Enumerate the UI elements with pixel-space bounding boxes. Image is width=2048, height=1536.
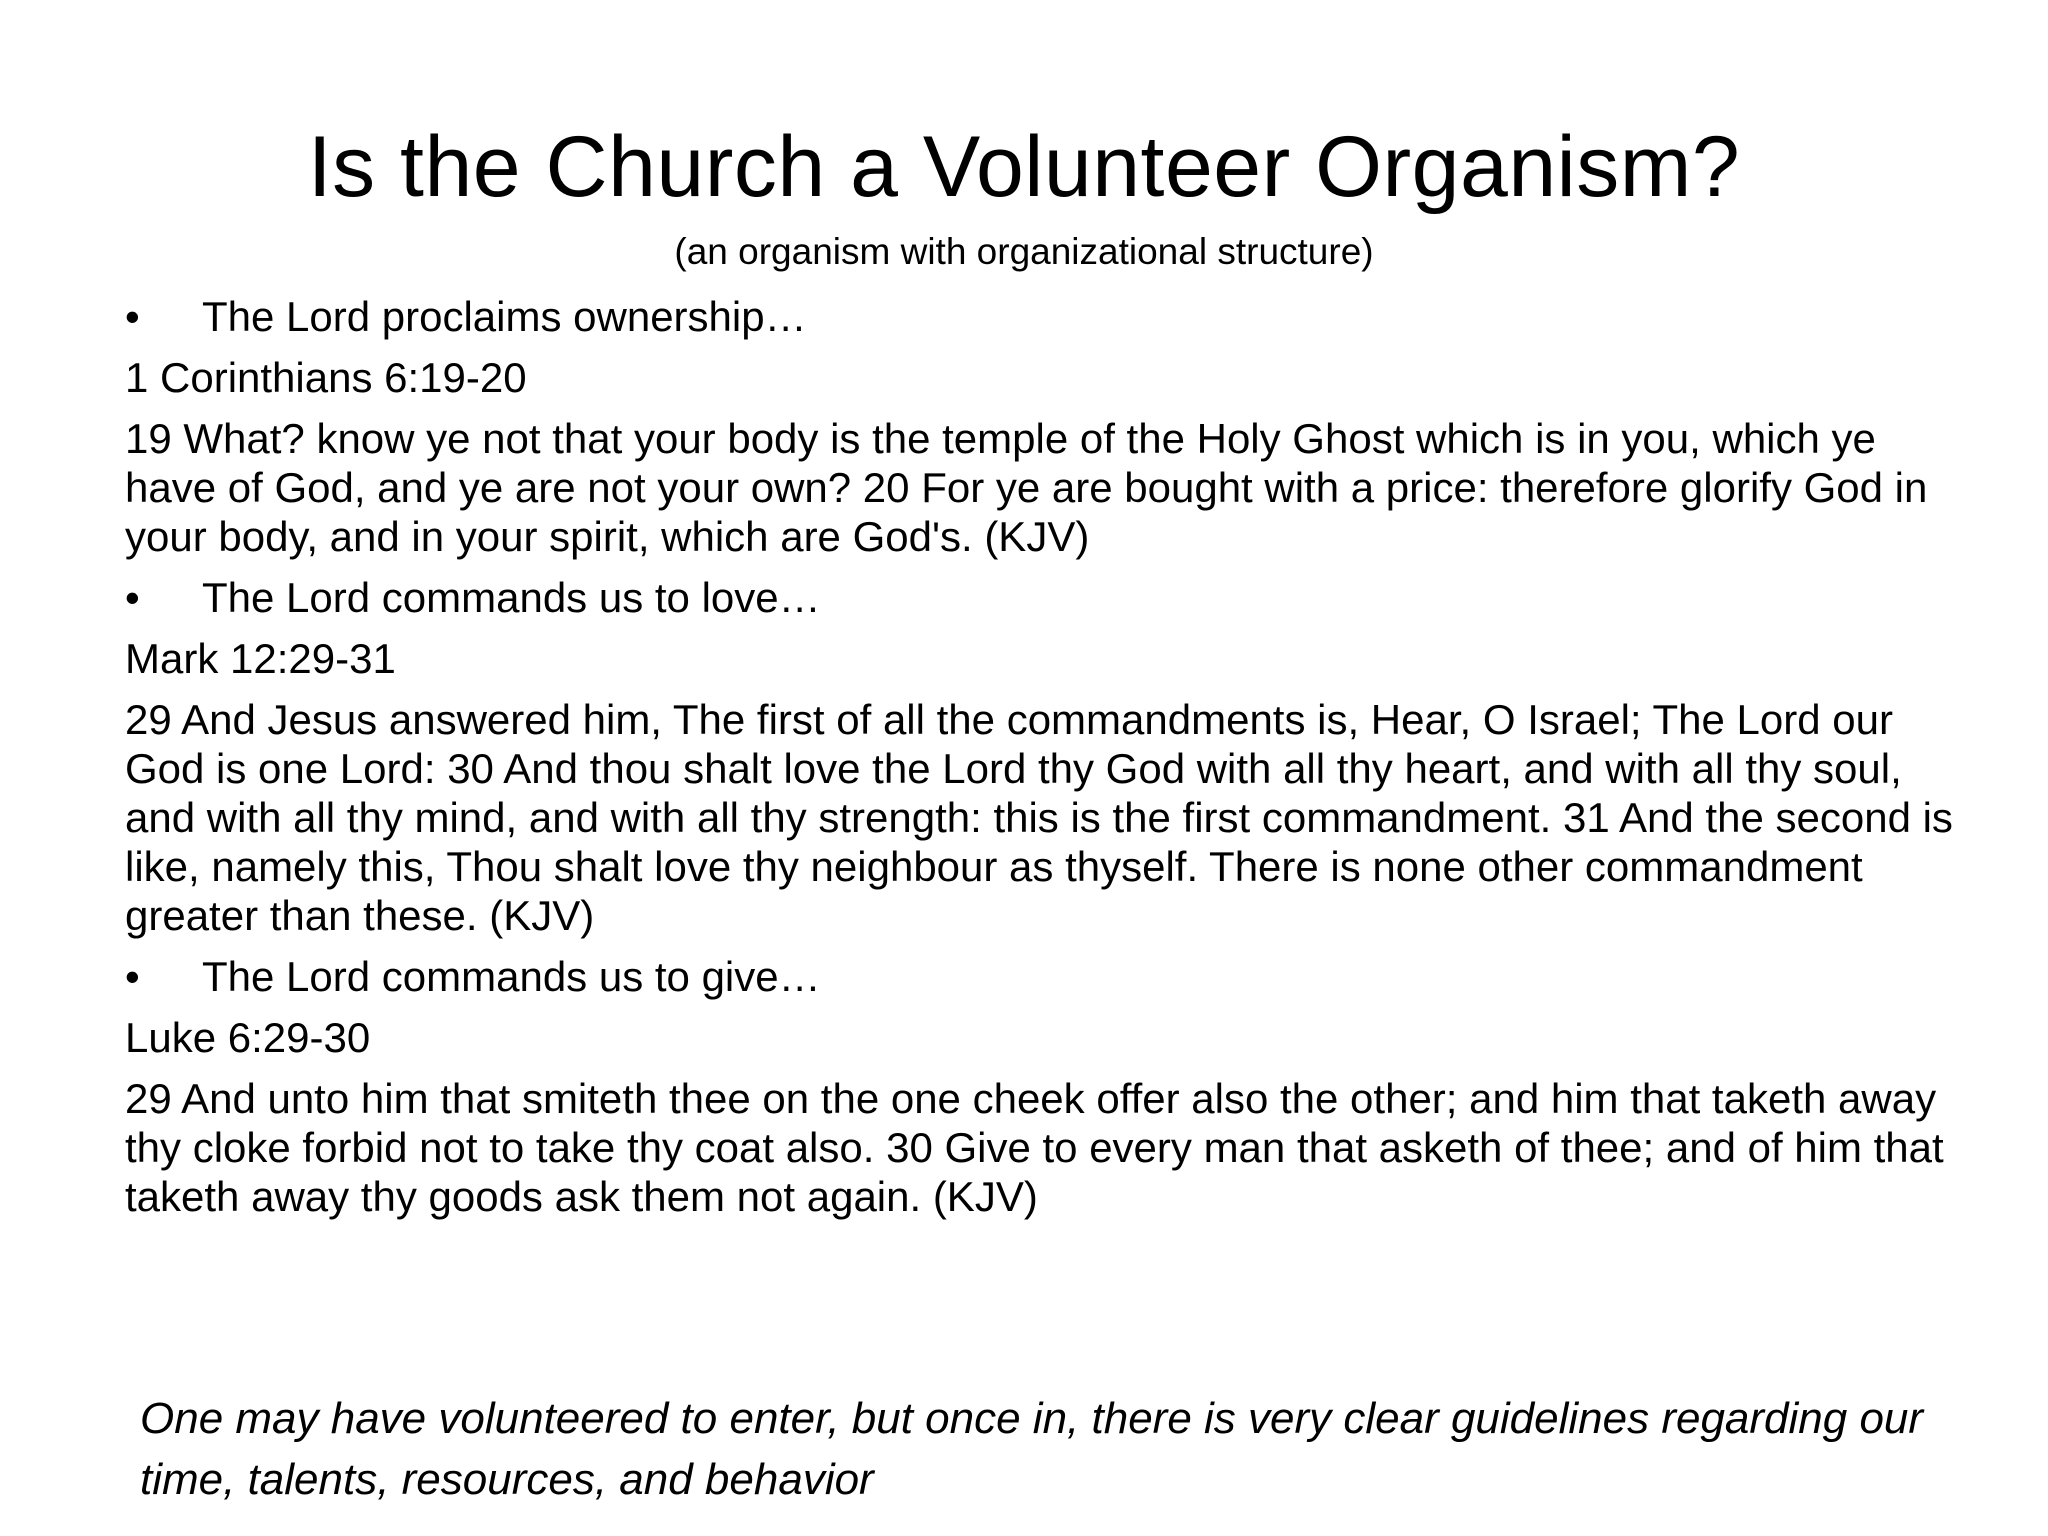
- bullet-love: [125, 573, 2005, 622]
- footer-note: One may have volunteered to enter, but once in, there is very clear guidelines regarding our time, talents, resources, and behavior: [140, 1394, 1924, 1504]
- slide-title: Is the Church a Volunteer Organism?: [307, 119, 1741, 215]
- bullet-dot: •: [125, 574, 140, 621]
- bullet-dot: •: [125, 293, 140, 340]
- scripture-reference: 1 Corinthians 6:19-20: [125, 354, 527, 401]
- bullet-ownership: [125, 292, 2005, 341]
- scripture-verse: 29 And Jesus answered him, The first of all the commandments is, Hear, O Israel; The Lord our God is one Lord: 30 And thou shalt love the Lord thy God with all thy heart, and with all thy soul, and with all thy mind, and with all thy strength: this is the first commandment. 31 And the second is like, namely this, Thou shalt love thy neighbour as thyself. There is none other commandment greater than these. (KJV): [125, 696, 1953, 939]
- bullet-dot: •: [125, 953, 140, 1000]
- slide-content: [125, 292, 2005, 1233]
- bullet-text: The Lord commands us to give…: [202, 953, 821, 1000]
- scripture-reference: Luke 6:29-30: [125, 1014, 371, 1061]
- bullet-give: [125, 952, 2005, 1001]
- bullet-text: The Lord proclaims ownership…: [202, 293, 807, 340]
- scripture-verse: 19 What? know ye not that your body is the temple of the Holy Ghost which is in you, which ye have of God, and ye are not your own? 20 For ye are bought with a price: therefore glorify God in your body, and in your spirit, which are God's. (KJV): [125, 415, 1928, 560]
- slide-subtitle: (an organism with organizational structure): [674, 231, 1374, 272]
- scripture-verse: 29 And unto him that smiteth thee on the one cheek offer also the other; and him that taketh away thy cloke forbid not to take thy coat also. 30 Give to every man that asketh of thee; and of him that taketh away thy goods ask them not again. (KJV): [125, 1075, 1944, 1220]
- scripture-reference: Mark 12:29-31: [125, 635, 396, 682]
- bullet-text: The Lord commands us to love…: [202, 574, 821, 621]
